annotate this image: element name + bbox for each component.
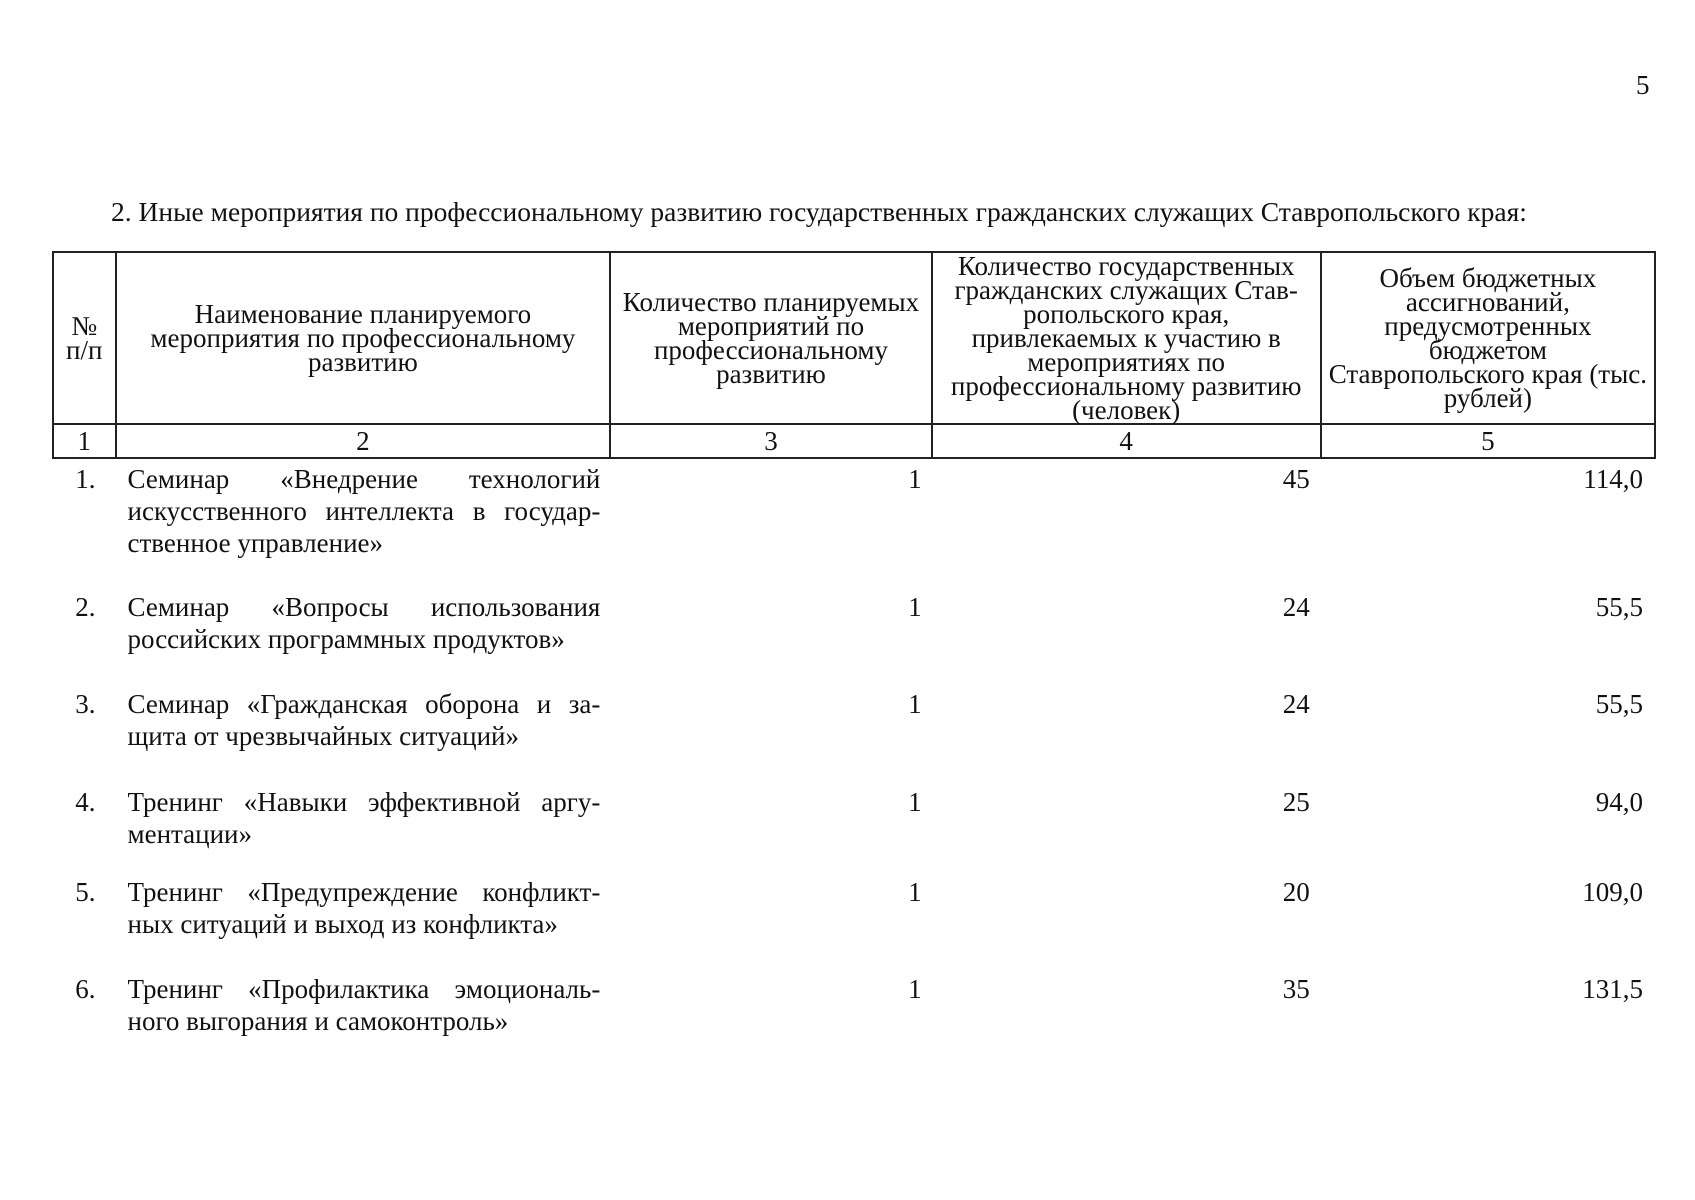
event-name: Семинар «Внедрение технологий искусственного интеллекта в государ-ственное управление» xyxy=(127,464,601,558)
row-number: 2. xyxy=(75,592,96,622)
column-number: 5 xyxy=(1321,424,1655,458)
column-number: 2 xyxy=(116,424,611,458)
header-employee-count: Количество государственных гражданских служащих Став-ропольского края, привлекаемых к участию в мероприятиях по профессиональному развитию (человек) xyxy=(932,252,1321,424)
employee-count: 20 xyxy=(1282,877,1310,907)
table-row xyxy=(53,688,1655,786)
table-header-row xyxy=(53,252,1655,424)
event-count: 1 xyxy=(908,592,922,622)
budget-amount: 55,5 xyxy=(1595,689,1643,719)
budget-amount: 94,0 xyxy=(1595,787,1643,817)
header-event-count: Количество планируемых мероприятий по профессиональному развитию xyxy=(610,252,931,424)
employee-count: 45 xyxy=(1282,464,1310,494)
event-name: Тренинг «Предупреждение конфликт-ных ситуаций и выход из конфликта» xyxy=(127,877,601,939)
section-heading: 2. Иные мероприятия по профессиональному развитию государственных гражданских служащих Ставропольского края: xyxy=(111,196,1527,227)
row-number: 1. xyxy=(75,464,96,494)
event-name: Тренинг «Профилактика эмоциональ-ного выгорания и самоконтроль» xyxy=(127,974,601,1036)
event-name: Семинар «Вопросы использования российских программных продуктов» xyxy=(127,592,601,654)
table-row xyxy=(53,786,1655,876)
row-number: 6. xyxy=(75,974,96,1004)
employee-count: 24 xyxy=(1282,592,1310,622)
column-number: 4 xyxy=(932,424,1321,458)
column-number-row xyxy=(53,424,1655,458)
table-row xyxy=(53,973,1655,1053)
row-number: 3. xyxy=(75,689,96,719)
table-row xyxy=(53,458,1655,591)
event-count: 1 xyxy=(908,877,922,907)
row-number: 4. xyxy=(75,787,96,817)
budget-amount: 55,5 xyxy=(1595,592,1643,622)
table-row xyxy=(53,591,1655,688)
employee-count: 24 xyxy=(1282,689,1310,719)
table-row xyxy=(53,876,1655,973)
header-event-name: Наименование планируемого мероприятия по профессиональному развитию xyxy=(116,252,611,424)
event-count: 1 xyxy=(908,787,922,817)
budget-amount: 131,5 xyxy=(1582,974,1643,1004)
event-count: 1 xyxy=(908,974,922,1004)
header-budget: Объем бюджетных ассигнований, предусмотренных бюджетом Ставропольского края (тыс. рублей) xyxy=(1321,252,1655,424)
events-table xyxy=(52,251,1656,1053)
row-number: 5. xyxy=(75,877,96,907)
budget-amount: 109,0 xyxy=(1582,877,1643,907)
event-count: 1 xyxy=(908,464,922,494)
event-name: Тренинг «Навыки эффективной аргу-ментации» xyxy=(127,787,601,849)
event-count: 1 xyxy=(908,689,922,719)
header-number: № п/п xyxy=(53,252,116,424)
employee-count: 25 xyxy=(1282,787,1310,817)
event-name: Семинар «Гражданская оборона и за-щита от чрезвычайных ситуаций» xyxy=(127,689,601,751)
budget-amount: 114,0 xyxy=(1583,464,1643,494)
column-number: 1 xyxy=(53,424,116,458)
column-number: 3 xyxy=(610,424,931,458)
page-number: 5 xyxy=(1636,70,1650,100)
employee-count: 35 xyxy=(1282,974,1310,1004)
